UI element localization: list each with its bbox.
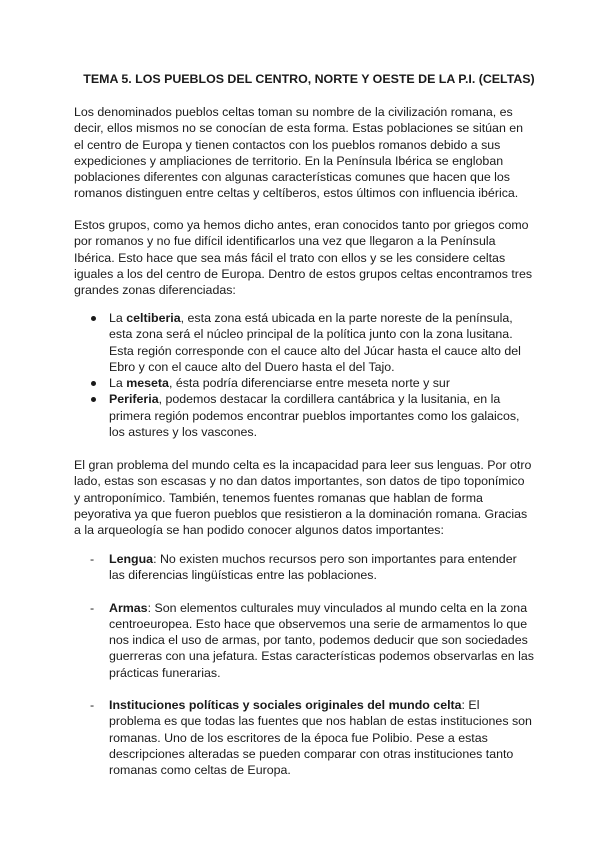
item-term: meseta	[126, 376, 169, 391]
item-text: , podemos destacar la cordillera cantábrica y la lusitania, en la primera región podemos encontrar pueblos importantes como los galaicos, los astures y los vascones.	[109, 392, 520, 440]
paragraph-groups: Estos grupos, como ya hemos dicho antes, eran conocidos tanto por griegos como por romanos y no fue difícil identificarlos una vez que llegaron a la Península Ibérica. Esto hace que sea más fácil el trato con ellos y se les considere celtas iguales a los del centro de Europa. Dentro de estos grupos celtas encontramos tres grandes zonas diferenciadas:	[74, 218, 533, 298]
item-term: Armas	[109, 600, 148, 615]
item-term: celtiberia	[126, 311, 181, 325]
zones-list	[74, 310, 534, 440]
bullet-icon	[91, 316, 96, 321]
list-item	[74, 310, 534, 375]
item-text: , esta zona está ubicada en la parte noreste de la península, esta zona será el núcleo principal de la política junto con la zona lusitana. Esta región corresponde con el cauce alto del Júcar hasta el cauce alto del Ebro y con el cauce alto del Duero hasta el del Tajo.	[109, 311, 521, 374]
item-text: : El problema es que todas las fuentes que nos hablan de estas instituciones son romanas. Uno de los escritores de la época fue Polibio. Pese a estas descripciones alteradas se pueden comparar con otras instituciones tanto romanas como celtas de Europa.	[109, 698, 532, 778]
list-item	[74, 551, 534, 584]
list-item	[74, 697, 534, 778]
bullet-icon	[91, 381, 96, 386]
paragraph-intro: Los denominados pueblos celtas toman su nombre de la civilización romana, es decir, ellos mismos no se conocían de esta forma. Estas poblaciones se sitúan en el centro de Europa y tienen contactos con los pueblos romanos debido a sus expediciones y ampliaciones de territorio. En la Península Ibérica se engloban poblaciones diferentes con algunas características comunes que hacen que los romanos distinguen entre celtas y celtíberos, estos últimos con influencia ibérica.	[74, 105, 524, 201]
dash-marker: -	[90, 698, 95, 713]
dash-marker: -	[90, 600, 95, 615]
list-item	[74, 600, 534, 681]
data-points-list	[74, 551, 534, 779]
paragraph-problem: El gran problema del mundo celta es la incapacidad para leer sus lenguas. Por otro lado, estas son escasas y no dan datos importantes, son datos de tipo toponímico y antroponímico. También, tenemos fuentes romanas que hablan de forma peyorativa ya que fueron pueblos que resistieron a la dominación romana. Gracias a la arqueología se han podido conocer algunos datos importantes:	[74, 458, 532, 538]
item-term: Lengua	[109, 552, 154, 566]
item-text: : No existen muchos recursos pero son importantes para entender las diferencias lingüísticas entre las poblaciones.	[109, 552, 517, 583]
item-term: Instituciones políticas y sociales originales del mundo celta	[109, 698, 462, 713]
item-text: , ésta podría diferenciarse entre meseta norte y sur	[168, 376, 450, 391]
document-title: TEMA 5. LOS PUEBLOS DEL CENTRO, NORTE Y OESTE DE LA P.I. (CELTAS)	[83, 72, 535, 86]
item-term: Periferia	[109, 392, 159, 407]
bullet-icon	[91, 397, 96, 402]
item-prefix: La	[109, 376, 127, 391]
dash-marker: -	[90, 552, 95, 566]
list-item	[74, 375, 534, 391]
item-text: : Son elementos culturales muy vinculados al mundo celta en la zona centroeuropea. Esto hace que observemos una serie de armamentos lo que nos indica el uso de armas, por tanto, podemos deducir que son sociedades guerreras con una jefatura. Estas características podemos observarlas en las prácticas funerarias.	[109, 600, 534, 680]
item-prefix: La	[109, 311, 127, 325]
list-item	[74, 391, 534, 440]
